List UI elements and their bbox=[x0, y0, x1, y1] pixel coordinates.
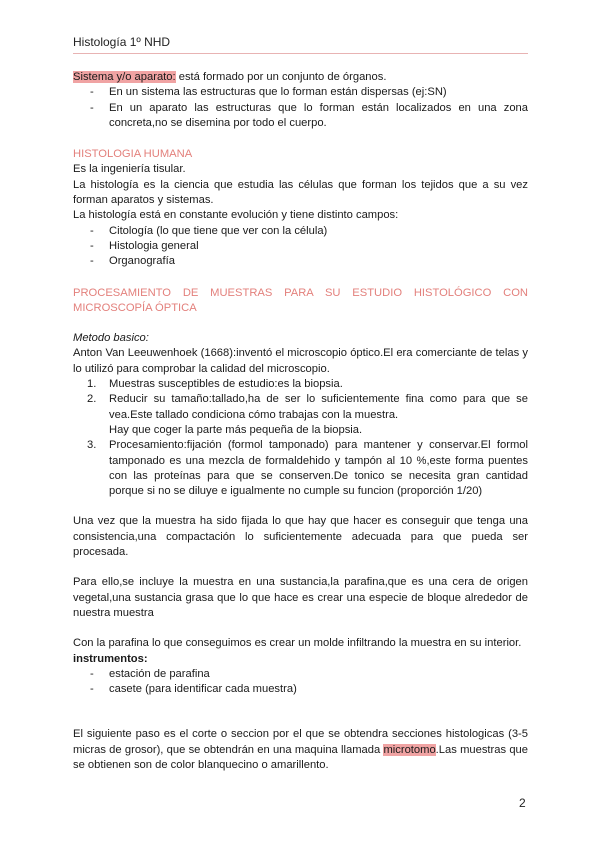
step-number: 1. bbox=[87, 378, 97, 391]
list-item: - casete (para identificar cada muestra) bbox=[73, 682, 528, 697]
step-item bbox=[73, 392, 528, 438]
list-item: - Citología (lo que tiene que ver con la célula) bbox=[73, 224, 528, 239]
step-number: 2. bbox=[87, 393, 97, 406]
instrumentos-list bbox=[73, 667, 528, 698]
page-header: Histología 1º NHD bbox=[73, 35, 171, 49]
intro-paragraph bbox=[73, 70, 528, 85]
paragraph-parafina: Para ello,se incluye la muestra en una sustancia,la parafina,que es una cera de origen vegetal,una sustancia grasa que lo que hace es crear una especie de bloque alrededor de nuestra muestra bbox=[73, 576, 528, 619]
step-item bbox=[73, 377, 528, 392]
histologia-line-2: La histología es la ciencia que estudia las células que forman los tejidos que a su vez forman aparatos y sistemas. bbox=[73, 178, 528, 207]
list-item: - Histologia general bbox=[73, 239, 528, 254]
instrumentos-label: instrumentos: bbox=[73, 652, 148, 665]
list-item: - estación de parafina bbox=[73, 667, 528, 682]
section-heading-histologia: HISTOLOGIA HUMANA bbox=[73, 148, 193, 161]
steps-list bbox=[73, 377, 528, 499]
corte-text-end: .Las muestras que se obtienen son de color blanquecino o amarillento. bbox=[73, 743, 528, 771]
step-text: Procesamiento:fijación (formol tamponado) para mantener y conservar.El formol tamponado es una mezcla de formaldehido y tampón al 10 %,este forma puentes con las proteínas para que se conserven.De tonico se necesita gran cantidad porque si no se diluye e igualmente no cumple su funcion (proporción 1/20) bbox=[109, 439, 528, 498]
paragraph-consistencia: Una vez que la muestra ha sido fijada lo que hay que hacer es conseguir que tenga una consistencia,una compactación lo suficientemente adecuada para que pueda ser procesada. bbox=[73, 515, 528, 559]
leeuwenhoek-paragraph: Anton Van Leeuwenhoek (1668):inventó el microscopio óptico.El era comerciante de telas y lo utilizó para comprobar la calidad del microscopio. bbox=[73, 347, 528, 375]
list-item: - En un aparato las estructuras que lo forman están localizados en una zona concreta,no se disemina por todo el cuerpo. bbox=[73, 101, 528, 132]
list-item: - Organografía bbox=[73, 254, 528, 269]
corte-text-start: El siguiente paso es el corte o seccion por el que se obtendra secciones histologicas (3-5 micras de grosor), que se obtendrán en una maquina llamada bbox=[73, 728, 528, 756]
step-text: Reducir su tamaño:tallado,ha de ser lo suficientemente fina como para que se vea.Este tallado condiciona cómo trabajas con la muestra. bbox=[109, 393, 528, 421]
microtomo-highlight: microtomo bbox=[383, 743, 436, 756]
page-number: 2 bbox=[519, 796, 526, 810]
step-item bbox=[73, 438, 528, 499]
histologia-line-1: Es la ingeniería tisular. bbox=[73, 163, 186, 176]
paragraph-molde: Con la parafina lo que conseguimos es crear un molde infiltrando la muestra en su interior. bbox=[73, 637, 522, 650]
metodo-label: Metodo basico: bbox=[73, 332, 149, 345]
step-extra: Hay que coger la parte más pequeña de la biopsia. bbox=[109, 423, 363, 436]
histologia-fields-list bbox=[73, 224, 528, 270]
histologia-line-3: La histología está en constante evolución y tiene distinto campos: bbox=[73, 209, 399, 222]
step-text: Muestras susceptibles de estudio:es la biopsia. bbox=[109, 378, 343, 391]
paragraph-corte bbox=[73, 727, 528, 773]
step-number: 3. bbox=[87, 439, 97, 452]
intro-list bbox=[73, 85, 528, 131]
section-heading-procesamiento: PROCESAMIENTO DE MUESTRAS PARA SU ESTUDIO HISTOLÓGICO CON MICROSCOPÍA ÓPTICA bbox=[73, 286, 528, 314]
list-item: - En un sistema las estructuras que lo forman están dispersas (ej:SN) bbox=[73, 85, 528, 100]
page-content bbox=[73, 70, 528, 773]
intro-term-highlight: Sistema y/o aparato: bbox=[73, 71, 176, 83]
header-divider bbox=[73, 53, 528, 54]
intro-definition: está formado por un conjunto de órganos. bbox=[175, 71, 387, 83]
